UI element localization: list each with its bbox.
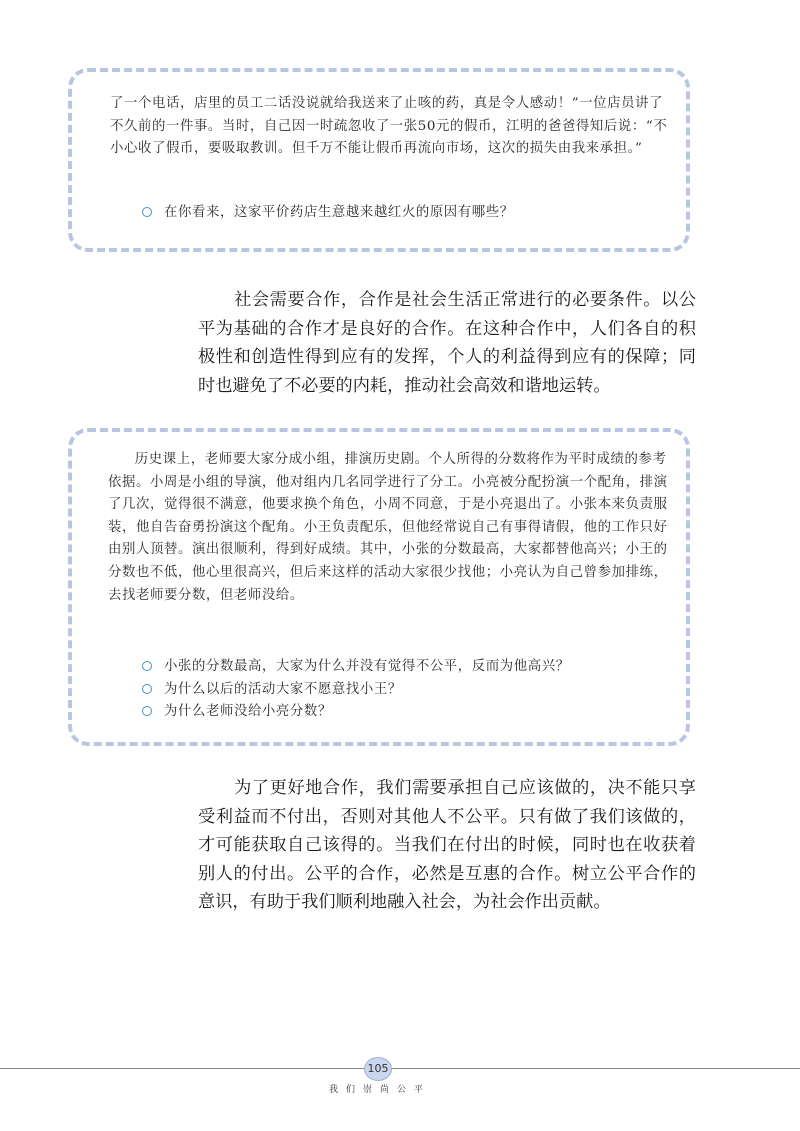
question-list-top xyxy=(142,202,514,225)
circle-bullet-icon xyxy=(142,706,152,716)
case-paragraph-bottom: 历史课上，老师要大家分成小组，排演历史剧。个人所得的分数将作为平时成绩的参考依据。小周是小组的导演，他对组内几名同学进行了分工。小亮被分配扮演一个配角，排演了几次，觉得很不满意，他要求换个角色，小周不同意，于是小亮退出了。小张本来负责服装，他自告奋勇扮演这个配角。小王负责配乐，但他经常说自己有事得请假，他的工作只好由别人顶替。演出很顺利，得到好成绩。其中，小张的分数最高，大家都替他高兴；小王的分数也不低，他心里很高兴，但后来这样的活动大家很少找他；小亮认为自己曾参加排练，去找老师要分数，但老师没给。 xyxy=(108,452,668,603)
page-number-badge: 105 xyxy=(364,1057,392,1081)
question-text: 在你看来，这家平价药店生意越来越红火的原因有哪些？ xyxy=(164,205,514,220)
body-paragraph-2: 为了更好地合作，我们需要承担自己应该做的，决不能只享受利益而不付出，否则对其他人不公平。只有做了我们该做的，才可能获取自己该得的。当我们在付出的时候，同时也在收获着别人的付出。公平的合作，必然是互惠的合作。树立公平合作的意识，有助于我们顺利地融入社会，为社会作出贡献。 xyxy=(198,778,696,912)
question-item xyxy=(142,701,570,724)
question-text: 为什么老师没给小亮分数？ xyxy=(164,704,332,720)
question-item xyxy=(142,202,514,225)
question-item xyxy=(142,656,570,679)
question-text: 小张的分数最高，大家为什么并没有觉得不公平，反而为他高兴？ xyxy=(164,659,570,674)
case-text-bottom xyxy=(108,449,676,607)
question-list-bottom xyxy=(142,656,570,724)
circle-bullet-icon xyxy=(142,684,152,694)
circle-bullet-icon xyxy=(142,661,152,671)
question-text: 为什么以后的活动大家不愿意找小王？ xyxy=(164,681,402,697)
question-item xyxy=(142,679,570,702)
case-text-top xyxy=(110,93,670,161)
case-paragraph-top: 了一个电话，店里的员工二话没说就给我送来了止咳的药，真是令人感动！”一位店员讲了不久前的一件事。当时，自己因一时疏忽收了一张50元的假币，江明的爸爸得知后说：“不小心收了假币，要吸取教训。但千万不能让假币再流向市场，这次的损失由我来承担。” xyxy=(110,96,668,157)
body-paragraph-1: 社会需要合作，合作是社会生活正常进行的必要条件。以公平为基础的合作才是良好的合作。在这种合作中，人们各自的积极性和创造性得到应有的发挥，个人的利益得到应有的保障；同时也避免了不必要的内耗，推动社会高效和谐地运转。 xyxy=(198,290,696,396)
footer-divider xyxy=(0,1068,800,1069)
circle-bullet-icon xyxy=(142,207,152,217)
running-footer-title: 我们崇尚公平 xyxy=(328,1085,431,1095)
